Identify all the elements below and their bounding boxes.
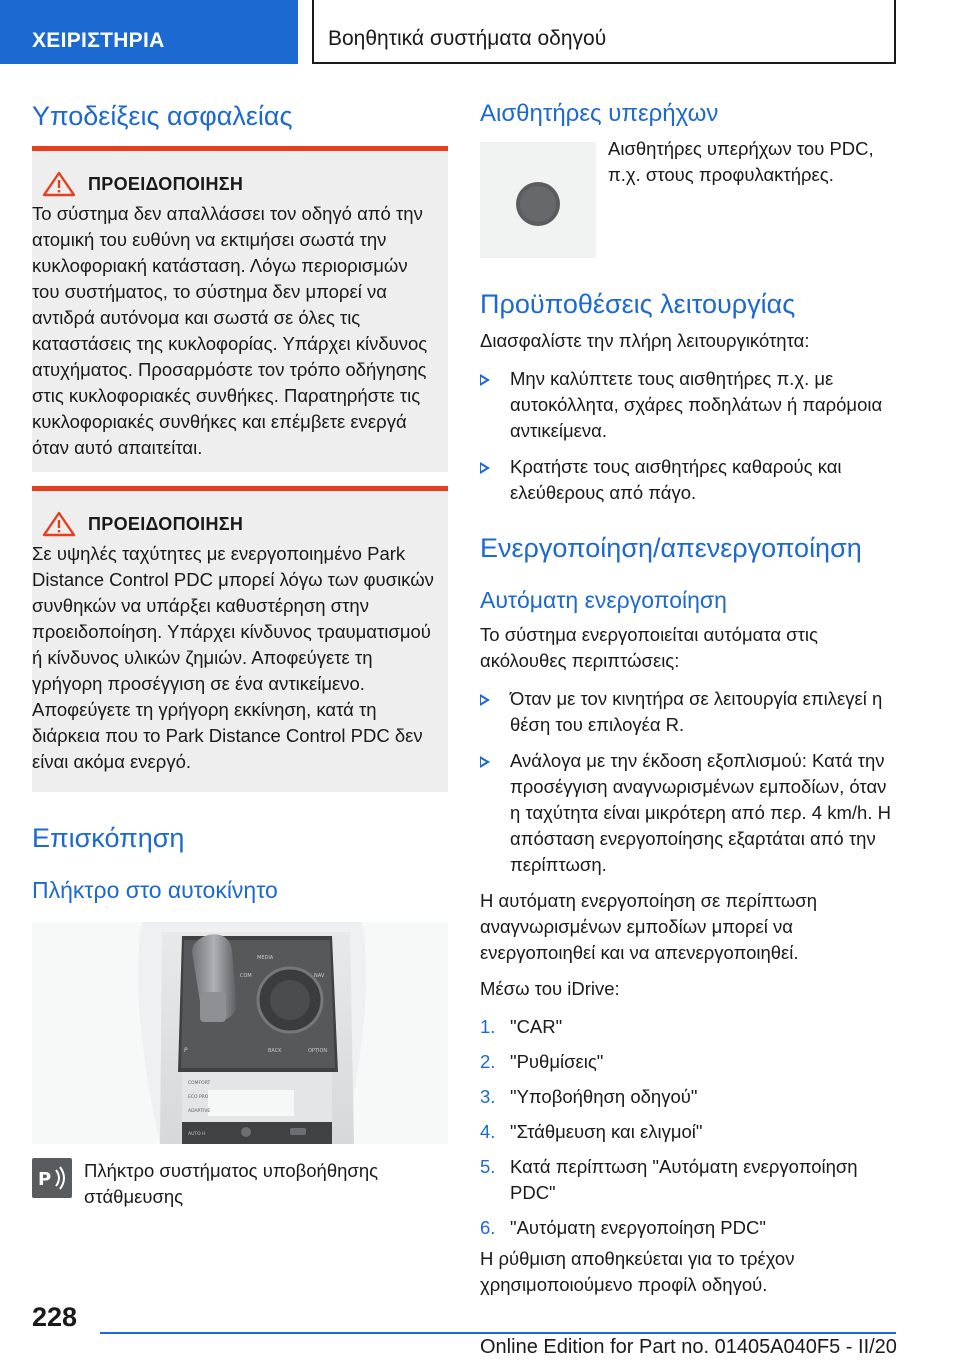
button-heading: Πλήκτρο στο αυτοκίνητο [32,877,278,903]
auto-h-label: AUTO H [188,1132,206,1137]
overview-heading: Επισκόπηση [32,823,185,853]
warning-header [32,511,434,537]
list-item [480,686,896,738]
step-number: 2. [480,1051,496,1072]
step-text: "Ρυθμίσεις" [510,1051,604,1072]
ultrasonic-sensor-illustration [480,142,596,258]
option-button-label: OPTION [308,1048,328,1054]
step-text: "Αυτόματη ενεργοποίηση PDC" [510,1217,766,1238]
warning-text: Το σύστημα δεν απαλλάσσει τον οδηγό από την ατομική του ευθύνη να εκτιμήσει σωστά την κυκλοφοριακή κατάσταση. Λόγω περιορισμών του συστήματος, το σύστημα δεν μπορεί να αντιδρά αυτόνομα και σωστά σε όλες τις καταστάσεις της κυκλοφορίας. Υπάρχει κίνδυνος ατυχήματος. Προσαρμόστε τον τρόπο οδήγησης στις κυκλοφοριακές συνθήκες. Παρατηρήστε τις κυκλοφοριακές συνθήκες και επέμβετε ενεργά όταν αυτό απαιτείται. [32,203,428,458]
right-column [480,100,896,1298]
list-item [480,748,896,878]
warning-box-1 [32,146,448,472]
nav-button-label: NAV [314,973,325,979]
step-text: "Στάθμευση και ελιγμοί" [510,1121,703,1142]
final-note: Η ρύθμιση αποθηκεύεται για το τρέχον χρησιμοποιούμενο προφίλ οδηγού. [480,1248,795,1295]
warning-triangle-icon [42,171,76,197]
warning-title: ΠΡΟΕΙΔΟΠΟΙΗΣΗ [88,173,244,194]
center-console-illustration [32,922,448,1144]
bullet-triangle-icon [480,462,490,474]
auto-list [480,686,896,878]
warning-text: Σε υψηλές ταχύτητες με ενεργοποιημένο Park Distance Control PDC μπορεί λόγω των φυσικών συνθηκών να υπάρξει καθυστέρηση στην προειδοποίηση. Υπάρχει κίνδυνος τραυματισμού ή κίνδυνος υλικών ζημιών. Αποφεύγετε τη γρήγορη προσέγγιση σε ένα αντικείμενο. Αποφεύγετε τη γρήγορη εκκίνηση, κατά τη διάρκεια που το Park Distance Control PDC δεν είναι ακόμα ενεργό. [32,543,434,772]
step-item [480,1119,896,1145]
warning-header [32,171,434,197]
center-console-image [32,922,448,1144]
requirements-heading: Προϋποθέσεις λειτουργίας [480,289,796,319]
sensors-text: Αισθητήρες υπερήχων του PDC, π.χ. στους προφυλακτήρες. [608,138,874,185]
step-item [480,1084,896,1110]
sensors-row [480,138,896,258]
step-item [480,1014,896,1040]
list-item [480,454,896,506]
sensors-heading: Αισθητήρες υπερήχων [480,100,719,127]
button-caption-row [32,1158,448,1210]
footer-divider [100,1332,896,1334]
step-text: Κατά περίπτωση "Αυτόματη ενεργοποίηση PDC" [510,1156,858,1203]
activation-heading: Ενεργοποίηση/απενεργοποίηση [480,533,862,563]
pdc-button-label: P [184,1047,188,1054]
list-item-text: Κρατήστε τους αισθητήρες καθαρούς και ελεύθερους από πάγο. [510,456,842,503]
back-button-label: BACK [268,1048,282,1054]
bullet-triangle-icon [480,374,490,386]
list-item-text: Μην καλύπτετε τους αισθητήρες π.χ. με αυτοκόλλητα, σχάρες ποδηλάτων ή παρόμοια αντικείμενα. [510,368,883,441]
step-number: 5. [480,1156,496,1177]
bullet-triangle-icon [480,756,490,768]
idrive-intro: Μέσω του iDrive: [480,978,620,999]
step-text: "Υποβοήθηση οδηγού" [510,1086,698,1107]
chapter-tab: ΧΕΙΡΙΣΤΗΡΙΑ [0,0,298,64]
section-tab: Βοηθητικά συστήματα οδηγού [312,0,896,64]
left-column [32,100,448,1210]
step-number: 3. [480,1086,496,1107]
idrive-steps [480,1014,896,1241]
step-item [480,1154,896,1206]
warning-triangle-icon [42,511,76,537]
sensor-image [480,142,596,258]
edition-footer: Online Edition for Part no. 01405A040F5 - II/20 [480,1336,897,1358]
adaptive-label: ADAPTIVE [188,1109,211,1114]
warning-box-2 [32,486,448,792]
step-text: "CAR" [510,1016,563,1037]
warning-title: ΠΡΟΕΙΔΟΠΟΙΗΣΗ [88,513,244,534]
com-button-label: COM [240,973,252,979]
park-distance-control-icon [32,1158,72,1198]
eco-pro-label: ECO PRO [188,1095,209,1100]
auto-activation-heading: Αυτόματη ενεργοποίηση [480,587,727,613]
list-item-text: Όταν με τον κινητήρα σε λειτουργία επιλεγεί η θέση του επιλογέα R. [510,688,883,735]
auto-intro: Το σύστημα ενεργοποιείται αυτόματα στις ακόλουθες περιπτώσεις: [480,624,818,671]
svg-text:P: P [38,1169,52,1190]
safety-heading: Υποδείξεις ασφαλείας [32,101,293,131]
step-number: 1. [480,1016,496,1037]
media-button-label: MEDIA [257,955,274,961]
step-number: 6. [480,1217,496,1238]
step-item [480,1049,896,1075]
bullet-triangle-icon [480,694,490,706]
auto-note: Η αυτόματη ενεργοποίηση σε περίπτωση αναγνωρισμένων εμποδίων μπορεί να ενεργοποιηθεί και να απενεργοποιηθεί. [480,890,817,963]
list-item-text: Ανάλογα με την έκδοση εξοπλισμού: Κατά την προσέγγιση αναγνωρισμένων εμποδίων, όταν η ταχύτητα είναι μικρότερη από περ. 4 km/h. Η απόσταση ενεργοποίησης εξαρτάται από την περίπτωση. [510,750,891,875]
requirements-intro: Διασφαλίστε την πλήρη λειτουργικότητα: [480,330,810,351]
requirements-list [480,366,896,506]
button-caption: Πλήκτρο συστήματος υποβοήθησης στάθμευσης [84,1160,379,1207]
list-item [480,366,896,444]
page-number: 228 [32,1302,78,1332]
comfort-label: COMFORT [188,1081,211,1086]
step-number: 4. [480,1121,496,1142]
step-item [480,1215,896,1241]
